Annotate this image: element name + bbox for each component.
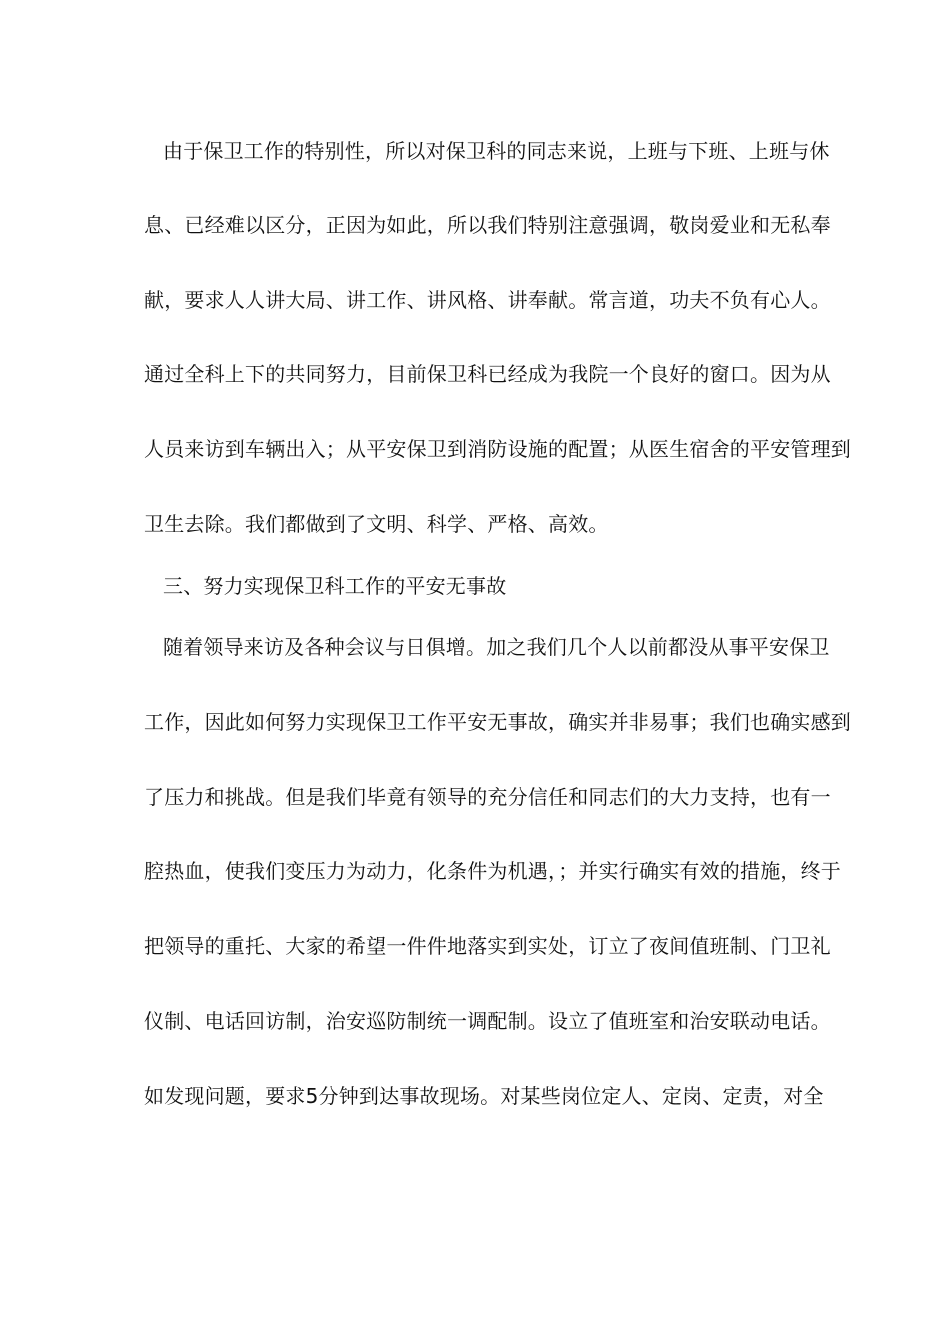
section-heading: 三、努力实现保卫科工作的平安无事故 [163, 574, 507, 598]
paragraph-line: 由于保卫工作的特别性，所以对保卫科的同志来说，上班与下班、上班与休 [163, 139, 830, 163]
paragraph-line: 仪制、电话回访制，治安巡防制统一调配制。设立了值班室和治安联动电话。 [144, 1009, 831, 1033]
paragraph-line: 献，要求人人讲大局、讲工作、讲风格、讲奉献。常言道，功夫不负有心人。 [144, 288, 831, 312]
paragraph-line: 通过全科上下的共同努力，目前保卫科已经成为我院一个良好的窗口。因为从 [144, 362, 831, 386]
paragraph-line: 人员来访到车辆出入；从平安保卫到消防设施的配置；从医生宿舍的平安管理到 [144, 437, 851, 461]
paragraph-line: 了压力和挑战。但是我们毕竟有领导的充分信任和同志们的大力支持，也有一 [144, 785, 831, 809]
paragraph-line: 随着领导来访及各种会议与日俱增。加之我们几个人以前都没从事平安保卫 [163, 635, 830, 659]
paragraph-line: 卫生去除。我们都做到了文明、科学、严格、高效。 [144, 512, 609, 536]
paragraph-line: 把领导的重托、大家的希望一件件地落实到实处，订立了夜间值班制、门卫礼 [144, 934, 831, 958]
paragraph-line: 腔热血，使我们变压力为动力，化条件为机遇，；并实行确实有效的措施，终于 [144, 859, 841, 883]
paragraph-line: 息、已经难以区分，正因为如此，所以我们特别注意强调，敬岗爱业和无私奉 [144, 213, 831, 237]
paragraph-line: 如发现问题，要求5分钟到达事故现场。对某些岗位定人、定岗、定责，对全 [144, 1084, 824, 1108]
paragraph-line: 工作，因此如何努力实现保卫工作平安无事故，确实并非易事；我们也确实感到 [144, 710, 851, 734]
